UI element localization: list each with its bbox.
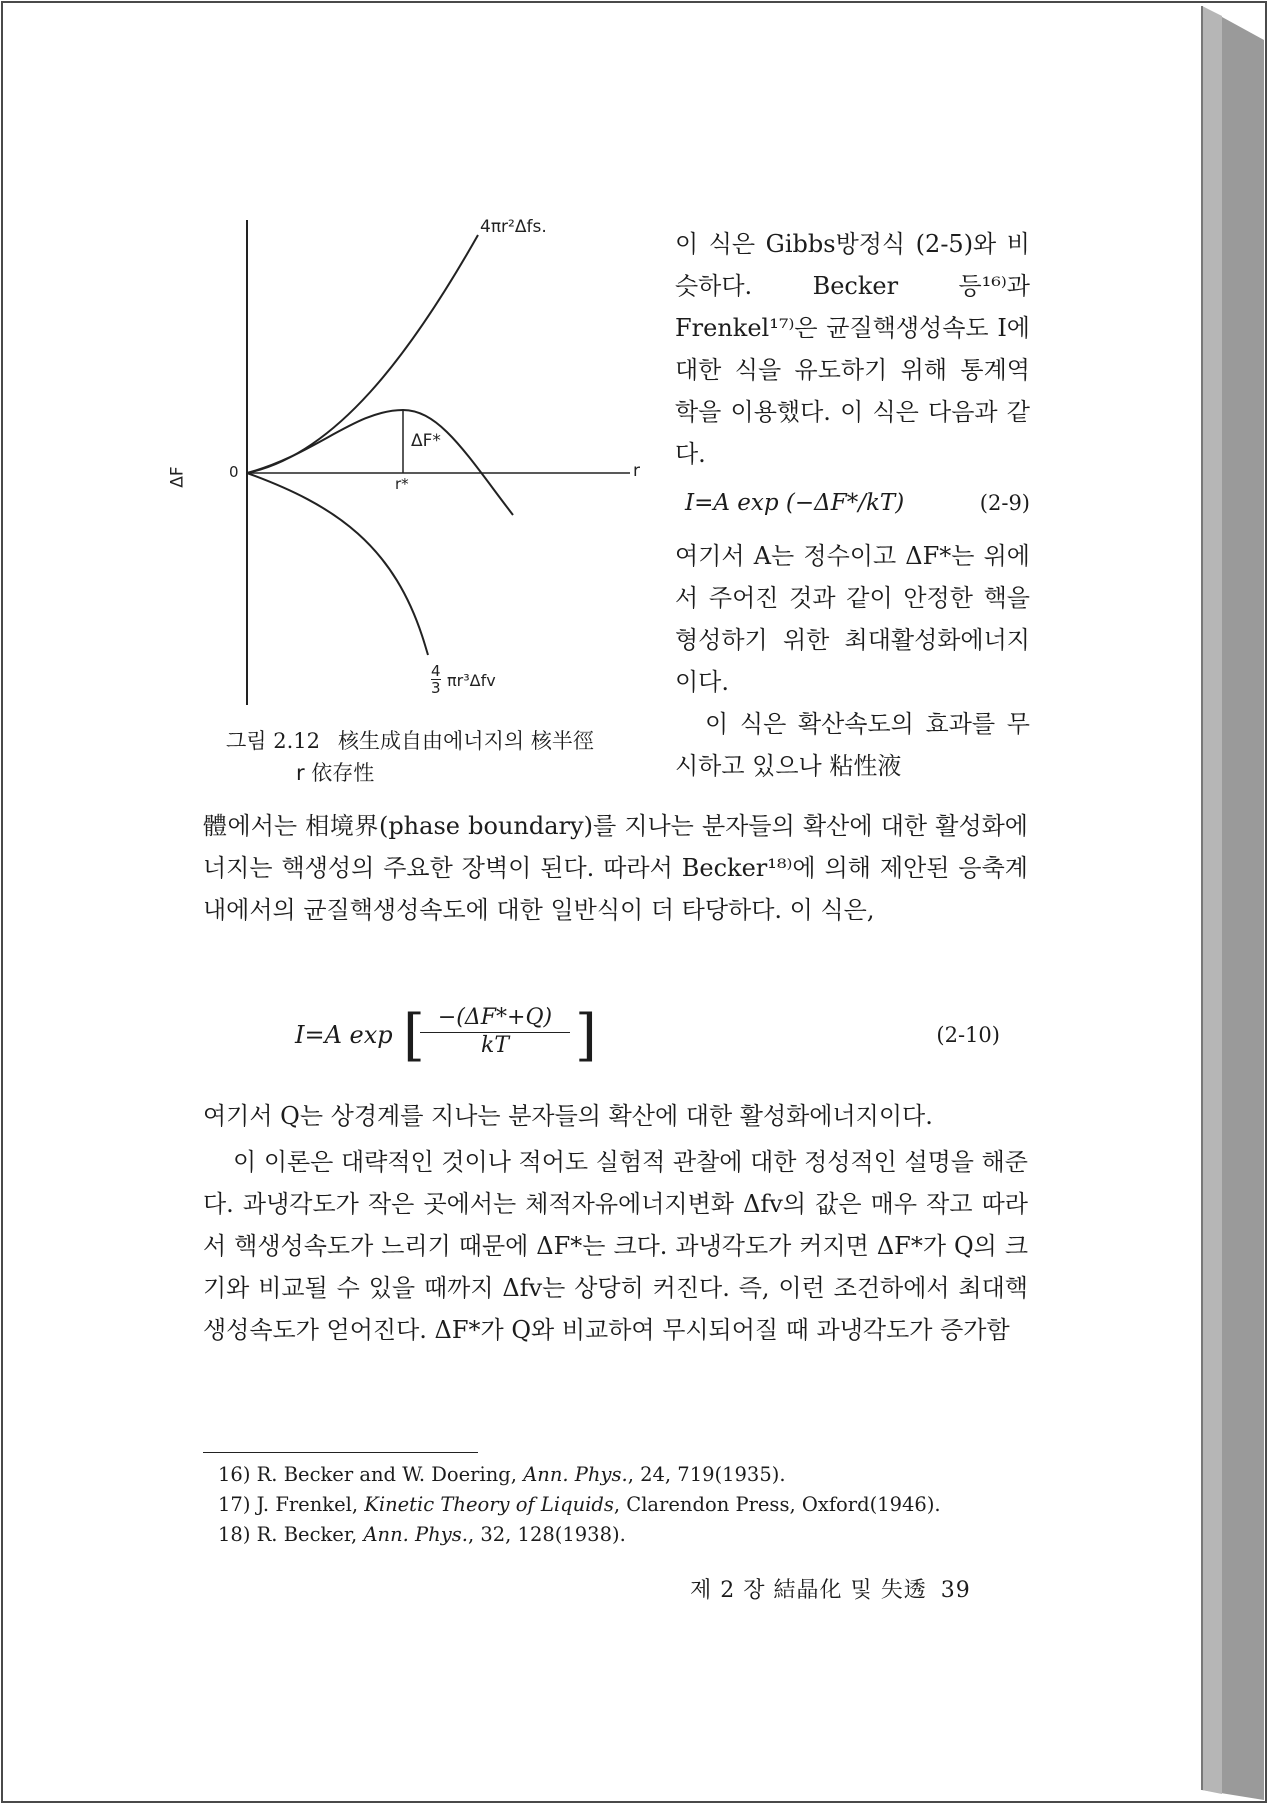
footnote-17 [218,1490,1038,1520]
book-side-highlight [1202,6,1222,1794]
figure-number: 그림 2.12 [226,729,321,753]
figure-caption [226,725,666,785]
footnote-number: 18) [218,1523,251,1546]
page-number: 39 [940,1578,971,1603]
side-paragraph-2: 여기서 A는 정수이고 ΔF*는 위에서 주어진 것과 같이 안정한 핵을 형성하기 위한 최대활성화에너지이다. [675,542,1030,696]
right-bracket: ] [575,1003,597,1068]
chapter-title: 제 2 장 結晶化 및 失透 [690,1578,927,1603]
body-paragraph-2: 여기서 Q는 상경계를 지나는 분자들의 확산에 대한 활성화에너지이다. [203,1102,933,1130]
side-text-column [675,223,1030,787]
fraction-denominator: 3 [431,679,441,697]
footnote-citation: , 24, 719(1935). [627,1463,786,1486]
caption-line-1: 核生成自由에너지의 核半徑 [338,729,594,753]
label-y-axis: ΔF [167,466,188,488]
equation-2-9-body: I=A exp (−ΔF*/kT) [685,490,905,516]
footnotes [218,1460,1038,1550]
equation-2-10-number: (2-10) [936,1023,1000,1047]
left-bracket: [ [403,1003,425,1068]
footnote-number: 16) [218,1463,251,1486]
body-text-block-2 [203,1095,1028,1351]
volume-energy-curve [247,473,428,655]
footnote-journal: Ann. Phys. [363,1523,468,1546]
footnote-rule [203,1452,478,1453]
equation-2-10 [295,1003,1000,1073]
equation-2-10-lhs: I=A exp [295,1021,393,1049]
body-text-block-1 [203,805,1028,931]
equation-2-10-fraction [420,1005,570,1058]
side-paragraph-1: 이 식은 Gibbs방정식 (2-5)와 비슷하다. Becker 등¹⁶⁾과 Frenkel¹⁷⁾은 균질핵생성속도 I에 대한 식을 유도하기 위해 통계역학을 이용했다. 이 식은 다음과 같다. [675,230,1030,468]
figure-graph [195,215,665,715]
side-paragraph-3: 이 식은 확산속도의 효과를 무시하고 있으나 粘性液 [675,710,1030,780]
footnote-citation: , 32, 128(1938). [467,1523,626,1546]
footnote-author: R. Becker and W. Doering, [256,1463,517,1486]
equation-2-9 [685,483,1030,523]
footnote-citation: , Clarendon Press, Oxford(1946). [613,1493,941,1516]
equation-2-10-numerator: −(ΔF*+Q) [420,1005,570,1033]
footnote-author: J. Frenkel, [256,1493,359,1516]
body-paragraph-3: 이 이론은 대략적인 것이나 적어도 실험적 관찰에 대한 정성적인 설명을 해준다. 과냉각도가 작은 곳에서는 체적자유에너지변화 Δfv의 값은 매우 작고 따라서 핵생성속도가 느리기 때문에 ΔF*는 크다. 과냉각도가 커지면 ΔF*가 Q의 크기와 비교될 수 있을 때까지 Δfv는 상당히 커진다. 즉, 이런 조건하에서 최대핵생성속도가 얻어진다. ΔF*가 Q와 비교하여 무시되어질 때 과냉각도가 증가함 [203,1148,1028,1344]
equation-2-10-denominator: kT [480,1033,509,1058]
label-x-axis: r [633,461,640,481]
footnote-journal: Kinetic Theory of Liquids [364,1493,614,1516]
surface-energy-curve [247,235,478,473]
footnote-18 [218,1520,1038,1550]
label-origin: 0 [229,463,239,481]
label-barrier: ΔF* [411,431,441,451]
footnote-journal: Ann. Phys. [523,1463,628,1486]
figure-nucleation-energy [167,215,665,715]
equation-2-9-number: (2-9) [979,491,1030,515]
caption-line-2: r 依存性 [296,761,375,785]
footnote-number: 17) [218,1493,251,1516]
label-volume-term: πr³Δfv [447,671,496,690]
label-critical-radius: r* [395,475,409,493]
total-energy-curve [247,410,513,515]
fraction-numerator: 4 [431,662,441,680]
body-paragraph-1: 體에서는 相境界(phase boundary)를 지나는 분자들의 확산에 대한 활성화에너지는 핵생성의 주요한 장벽이 된다. 따라서 Becker¹⁸⁾에 의해 제안된 응축계내에서의 균질핵생성속도에 대한 일반식이 더 타당하다. 이 식은, [203,812,1028,924]
label-volume-fraction [431,663,441,696]
footnote-author: R. Becker, [256,1523,358,1546]
running-footer [690,1573,971,1604]
label-surface-term: 4πr²Δfs. [480,217,547,237]
footnote-16 [218,1460,1038,1490]
